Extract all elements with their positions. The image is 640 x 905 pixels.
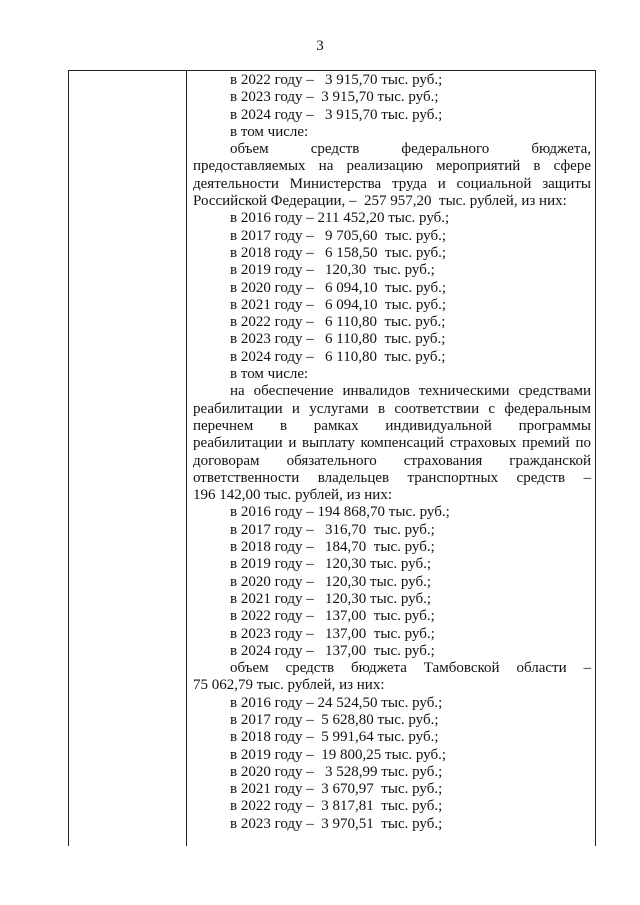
text-line: в 2024 году – 6 110,80 тыс. руб.; [230, 348, 446, 365]
text-line: в 2022 году – 3 817,81 тыс. руб.; [230, 798, 443, 815]
text-line: 196 142,00 тыс. рублей, из них: [193, 487, 392, 504]
text-line: в 2019 году – 19 800,25 тыс. руб.; [230, 746, 447, 763]
text-line: 75 062,79 тыс. рублей, из них: [193, 677, 385, 694]
text-line: договорам обязательного страхования гражданской [193, 452, 591, 469]
text-line: в 2016 году – 194 868,70 тыс. руб.; [230, 504, 450, 521]
text-line: в 2019 году – 120,30 тыс. руб.; [230, 556, 432, 573]
content-column [193, 72, 591, 833]
text-line: на обеспечение инвалидов техническими средствами [230, 383, 591, 400]
text-line: в 2019 году – 120,30 тыс. руб.; [230, 262, 435, 279]
text-line: в 2020 году – 6 094,10 тыс. руб.; [230, 279, 447, 296]
text-line: в 2021 году – 3 670,97 тыс. руб.; [230, 781, 443, 798]
text-line: реабилитации и выплату компенсаций страховых премий по [193, 435, 591, 452]
text-line: в 2016 году – 24 524,50 тыс. руб.; [230, 694, 443, 711]
text-line: в 2023 году – 137,00 тыс. руб.; [230, 625, 435, 642]
text-line: объем средств федерального бюджета, [230, 141, 591, 158]
page-number: 3 [316, 38, 324, 54]
text-line: в 2017 году – 5 628,80 тыс. руб.; [230, 711, 439, 728]
text-line: деятельности Министерства труда и социальной защиты [193, 175, 591, 192]
text-line: в 2022 году – 3 915,70 тыс. руб.; [230, 72, 443, 88]
text-line: в 2023 году – 3 915,70 тыс. руб.; [230, 89, 439, 106]
text-line: в 2020 году – 3 528,99 тыс. руб.; [230, 763, 443, 780]
text-line: в том числе: [230, 366, 309, 383]
text-line: в 2023 году – 3 970,51 тыс. руб.; [230, 815, 443, 832]
text-line: в 2023 году – 6 110,80 тыс. руб.; [230, 331, 446, 348]
column-divider [186, 71, 187, 846]
text-line: в 2022 году – 137,00 тыс. руб.; [230, 608, 435, 625]
text-line: предоставляемых на реализацию мероприятий в сфере [193, 158, 591, 175]
text-line: в 2020 году – 120,30 тыс. руб.; [230, 573, 432, 590]
text-line: в 2018 году – 5 991,64 тыс. руб.; [230, 729, 439, 746]
text-line: в 2018 году – 184,70 тыс. руб.; [230, 539, 435, 556]
text-line: Российской Федерации, – 257 957,20 тыс. рублей, из них: [193, 193, 567, 210]
text-line: объем средств бюджета Тамбовской области – [230, 660, 591, 677]
text-line: перечнем в рамках индивидуальной программы [193, 417, 591, 434]
text-line: в 2021 году – 6 094,10 тыс. руб.; [230, 296, 447, 313]
text-line: ответственности владельцев транспортных средств – [193, 469, 591, 486]
text-line: в 2022 году – 6 110,80 тыс. руб.; [230, 314, 446, 331]
text-line: в 2018 году – 6 158,50 тыс. руб.; [230, 244, 447, 261]
text-line: в 2017 году – 9 705,60 тыс. руб.; [230, 227, 447, 244]
text-line: в 2016 году – 211 452,20 тыс. руб.; [230, 210, 450, 227]
text-line: в 2024 году – 3 915,70 тыс. руб.; [230, 106, 443, 123]
text-line: в том числе: [230, 123, 309, 140]
text-line: в 2024 году – 137,00 тыс. руб.; [230, 642, 435, 659]
text-line: в 2021 году – 120,30 тыс. руб.; [230, 590, 432, 607]
text-line: реабилитации и услугами в соответствии с федеральным [193, 400, 591, 417]
table-frame [68, 70, 596, 846]
text-line: в 2017 году – 316,70 тыс. руб.; [230, 521, 435, 538]
